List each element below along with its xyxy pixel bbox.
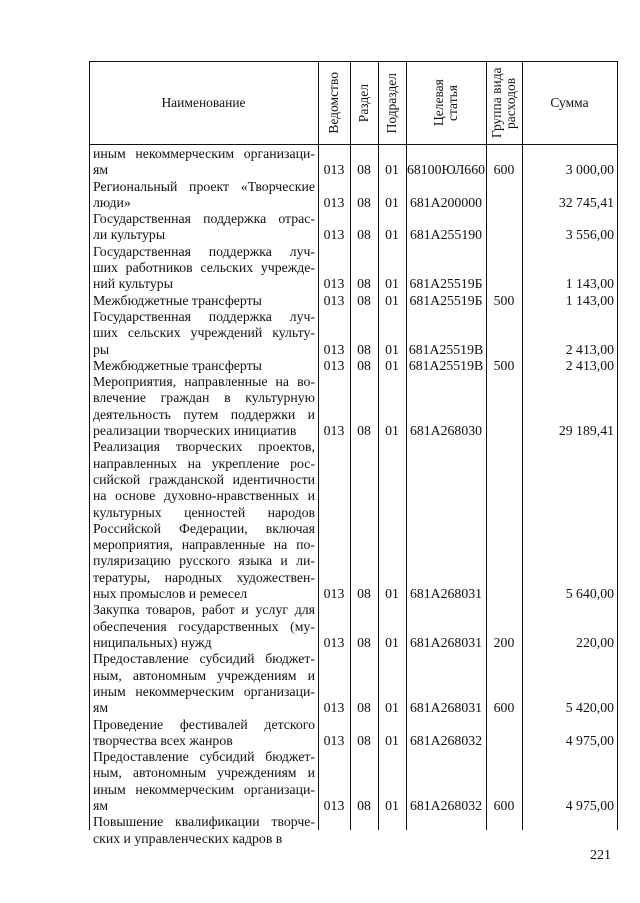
row-name <box>93 211 315 244</box>
target-article-cell: 681A25519В <box>408 341 484 357</box>
row-name-line: Мероприятия, направленные на во- <box>93 374 315 390</box>
row-name <box>93 179 315 212</box>
row-name-line: культурных ценностей народов <box>93 504 315 520</box>
header-section-text: Раздел <box>356 83 371 123</box>
row-name-line: Государственная поддержка отрас- <box>93 211 315 227</box>
header-name <box>89 62 318 144</box>
row-name-line: ших работников сельских учрежде- <box>93 260 315 276</box>
row-name-line: ших сельских учреждений культу- <box>93 325 315 341</box>
amount-cell: 2 413,00 <box>565 341 614 357</box>
header-expense-group-text: Группа вида расходов <box>489 67 518 139</box>
page-number: 221 <box>590 848 611 863</box>
table-row <box>89 211 617 244</box>
row-name-line: ниципальных) нужд <box>93 634 212 650</box>
row-name-line: направленных на укрепление рос- <box>93 455 315 471</box>
department-cell: 013 <box>323 732 345 748</box>
department-cell: 013 <box>323 162 345 178</box>
header-target-article <box>406 62 486 144</box>
row-name-line: обеспечения государственных (му- <box>93 618 315 634</box>
amount-cell: 32 745,41 <box>558 194 614 210</box>
table-row <box>89 814 617 847</box>
row-name-line: Межбюджетные трансферты <box>93 357 262 373</box>
amount-cell: 3 000,00 <box>565 162 614 178</box>
row-name-line: Повышение квалификации творче- <box>93 814 315 830</box>
amount-cell: 3 556,00 <box>565 227 614 243</box>
row-name-line: иным некоммерческим организаци- <box>93 781 315 797</box>
table-row <box>89 146 617 179</box>
row-name-line: ным, автономным учреждениям и <box>93 667 315 683</box>
row-name <box>93 374 315 439</box>
header-amount-text: Сумма <box>550 95 589 110</box>
subsection-cell: 01 <box>385 423 399 439</box>
row-name-line: иным некоммерческим организаци- <box>93 683 315 699</box>
expense-group-cell: 500 <box>493 357 515 373</box>
amount-cell: 4 975,00 <box>565 797 614 813</box>
header-department-text: Ведомство <box>326 72 341 134</box>
row-name <box>93 602 315 651</box>
header-expense-group <box>486 62 522 144</box>
header-section <box>350 62 378 144</box>
row-name-line: Межбюджетные трансферты <box>93 292 262 308</box>
row-name <box>93 358 315 374</box>
amount-cell: 1 143,00 <box>565 292 614 308</box>
subsection-cell: 01 <box>385 797 399 813</box>
row-name-line: Предоставление субсидий бюджет- <box>93 651 315 667</box>
expense-group-cell: 200 <box>493 634 515 650</box>
row-name-line: Государственная поддержка луч- <box>93 243 315 259</box>
subsection-cell: 01 <box>385 227 399 243</box>
amount-cell: 1 143,00 <box>565 276 614 292</box>
subsection-cell: 01 <box>385 341 399 357</box>
header-department <box>318 62 350 144</box>
expense-group-cell: 600 <box>493 797 515 813</box>
amount-cell: 29 189,41 <box>558 423 614 439</box>
row-name-line: на основе духовно-нравственных и <box>93 488 315 504</box>
row-name-line: ным, автономным учреждениям и <box>93 765 315 781</box>
row-name-line: иным некоммерческим организаци- <box>93 146 315 161</box>
row-name-line: ям <box>93 797 109 813</box>
department-cell: 013 <box>323 700 345 716</box>
department-cell: 013 <box>323 797 345 813</box>
target-article-cell: 681A255190 <box>409 227 483 243</box>
row-name-line: пуляризацию русского языка и ли- <box>93 553 315 569</box>
table-row <box>89 749 617 814</box>
row-name-line: люди» <box>93 194 131 210</box>
target-article-cell: 681A25519Б <box>409 276 483 292</box>
row-name-line: ли культуры <box>93 227 166 243</box>
subsection-cell: 01 <box>385 162 399 178</box>
table-row <box>89 651 617 716</box>
department-cell: 013 <box>323 423 345 439</box>
table-row <box>89 439 617 602</box>
department-cell: 013 <box>323 634 345 650</box>
section-cell: 08 <box>357 162 371 178</box>
section-cell: 08 <box>357 634 371 650</box>
section-cell: 08 <box>357 292 371 308</box>
row-name <box>93 439 315 602</box>
row-name <box>93 749 315 814</box>
subsection-cell: 01 <box>385 700 399 716</box>
table-row <box>89 179 617 212</box>
section-cell: 08 <box>357 194 371 210</box>
target-article-cell: 681A268031 <box>409 586 483 602</box>
subsection-cell: 01 <box>385 634 399 650</box>
section-cell: 08 <box>357 276 371 292</box>
amount-cell: 220,00 <box>576 634 614 650</box>
target-article-cell: 681A200000 <box>409 194 483 210</box>
row-name-line: Российской Федерации, включая <box>93 520 315 536</box>
row-name-line: Закупка товаров, работ и услуг для <box>93 602 315 618</box>
expense-group-cell: 600 <box>493 700 515 716</box>
header-target-article-text: Целевая статья <box>431 79 460 127</box>
section-cell: 08 <box>357 586 371 602</box>
amount-cell: 4 975,00 <box>565 732 614 748</box>
row-name <box>93 309 315 358</box>
header-subsection-text: Подраздел <box>384 72 399 134</box>
header-subsection <box>378 62 406 144</box>
table-row <box>89 374 617 439</box>
expense-group-cell: 500 <box>493 292 515 308</box>
department-cell: 013 <box>323 586 345 602</box>
table-row <box>89 244 617 293</box>
row-name-line: тературы, народных художествен- <box>93 569 315 585</box>
row-name-line: сийской гражданской идентичности <box>93 471 315 487</box>
target-article-cell: 68100ЮЛ660 <box>406 162 486 178</box>
subsection-cell: 01 <box>385 357 399 373</box>
section-cell: 08 <box>357 227 371 243</box>
department-cell: 013 <box>323 341 345 357</box>
row-name <box>93 651 315 716</box>
table-row <box>89 717 617 750</box>
target-article-cell: 681A25519В <box>408 357 484 373</box>
row-name <box>93 814 315 847</box>
subsection-cell: 01 <box>385 194 399 210</box>
table-right-border <box>617 61 618 830</box>
row-name-line: ры <box>93 341 110 357</box>
target-article-cell: 681A268032 <box>409 797 483 813</box>
header-bottom-border <box>89 144 617 145</box>
table-row <box>89 309 617 358</box>
section-cell: 08 <box>357 797 371 813</box>
table-row <box>89 293 617 309</box>
department-cell: 013 <box>323 292 345 308</box>
header-amount <box>522 62 617 144</box>
target-article-cell: 681A268032 <box>409 732 483 748</box>
target-article-cell: 681A268031 <box>409 700 483 716</box>
table-row <box>89 358 617 374</box>
row-name <box>93 717 315 750</box>
row-name-line: ских и управленческих кадров в <box>93 830 283 846</box>
row-name <box>93 293 315 309</box>
row-name-line: деятельность путем поддержки и <box>93 406 315 422</box>
target-article-cell: 681A25519Б <box>409 292 483 308</box>
target-article-cell: 681A268030 <box>409 423 483 439</box>
department-cell: 013 <box>323 227 345 243</box>
department-cell: 013 <box>323 276 345 292</box>
amount-cell: 2 413,00 <box>565 357 614 373</box>
subsection-cell: 01 <box>385 732 399 748</box>
row-name-line: Государственная поддержка луч- <box>93 309 315 324</box>
subsection-cell: 01 <box>385 586 399 602</box>
section-cell: 08 <box>357 732 371 748</box>
row-name-line: влечение граждан в культурную <box>93 390 315 406</box>
row-name-line: реализации творческих инициатив <box>93 423 297 439</box>
row-name-line: ний культуры <box>93 276 173 292</box>
section-cell: 08 <box>357 341 371 357</box>
target-article-cell: 681A268031 <box>409 634 483 650</box>
row-name-line: мероприятия, направленные на по- <box>93 537 315 553</box>
section-cell: 08 <box>357 700 371 716</box>
row-name-line: Предоставление субсидий бюджет- <box>93 749 315 765</box>
expense-group-cell: 600 <box>493 162 515 178</box>
section-cell: 08 <box>357 423 371 439</box>
row-name <box>93 244 315 293</box>
amount-cell: 5 640,00 <box>565 586 614 602</box>
department-cell: 013 <box>323 194 345 210</box>
row-name-line: Региональный проект «Творческие <box>93 178 315 194</box>
row-name-line: ям <box>93 162 109 178</box>
row-name <box>93 146 315 179</box>
subsection-cell: 01 <box>385 276 399 292</box>
subsection-cell: 01 <box>385 292 399 308</box>
row-name-line: творчества всех жанров <box>93 732 233 748</box>
amount-cell: 5 420,00 <box>565 700 614 716</box>
row-name-line: Реализация творческих проектов, <box>93 439 315 455</box>
row-name-line: ных промыслов и ремесел <box>93 586 248 602</box>
table-row <box>89 602 617 651</box>
header-name-text: Наименование <box>161 95 246 110</box>
row-name-line: Проведение фестивалей детского <box>93 716 315 732</box>
section-cell: 08 <box>357 357 371 373</box>
row-name-line: ям <box>93 700 109 716</box>
department-cell: 013 <box>323 357 345 373</box>
